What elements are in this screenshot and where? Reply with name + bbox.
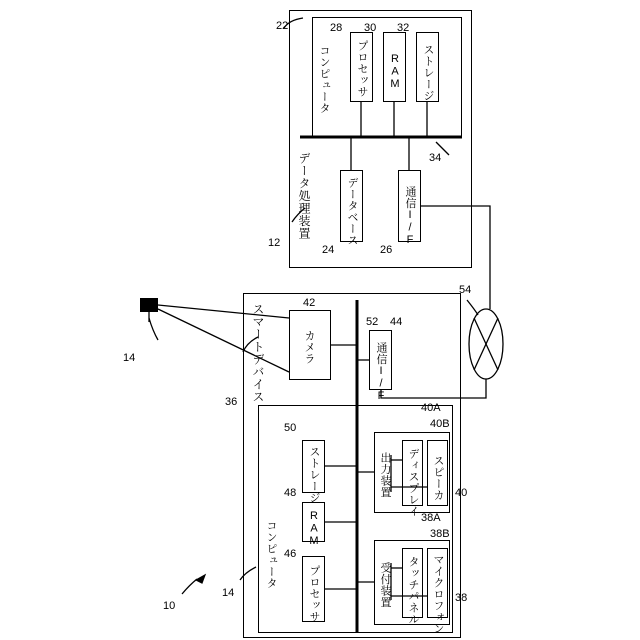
processor-top-label: プロセッサ: [356, 40, 368, 98]
output-device-label: 出力装置: [379, 452, 391, 498]
ref-50: 50: [284, 422, 297, 434]
ram-top-label: RAM: [389, 53, 401, 91]
ref-26: 26: [380, 244, 393, 256]
ref-14-subject: 14: [123, 352, 136, 364]
ref-46: 46: [284, 548, 297, 560]
processor-bottom-label: プロセッサ: [308, 565, 320, 623]
display-label: ディスプレイ: [407, 448, 419, 517]
ref-36: 36: [225, 396, 238, 408]
ref-28: 28: [330, 22, 343, 34]
ref-40A: 40A: [421, 402, 441, 414]
ref-42: 42: [303, 297, 316, 309]
ref-48: 48: [284, 487, 297, 499]
database-label: データベース: [346, 177, 358, 246]
computer-bottom-label: コンピュータ: [265, 520, 277, 589]
microphone-label: マイクロフォン: [432, 554, 444, 635]
ref-30: 30: [364, 22, 377, 34]
ref-38B: 38B: [430, 528, 450, 540]
storage-top-label: ストレージ: [422, 44, 434, 102]
ref-32: 32: [397, 22, 410, 34]
ref-40: 40: [455, 487, 468, 499]
subject-marker-box: [140, 298, 158, 312]
ref-34: 34: [429, 152, 442, 164]
ref-12: 12: [268, 237, 281, 249]
speaker-label: スピーカ: [432, 455, 444, 501]
smart-device-label: スマートデバイス: [251, 303, 265, 403]
computer-top-label: コンピュータ: [318, 45, 330, 114]
ref-54: 54: [459, 284, 472, 296]
ref-52: 52: [366, 316, 379, 328]
ref-40B: 40B: [430, 418, 450, 430]
storage-bottom-label: ストレージ: [308, 446, 320, 504]
reception-device-label: 受付装置: [379, 562, 391, 608]
ram-bottom-label: RAM: [308, 510, 320, 548]
ref-38: 38: [455, 592, 468, 604]
ref-22: 22: [276, 20, 289, 32]
ref-38A: 38A: [421, 512, 441, 524]
ref-44: 44: [390, 316, 403, 328]
camera-label: カメラ: [303, 330, 315, 365]
ref-24: 24: [322, 244, 335, 256]
ref-14-device: 14: [222, 587, 235, 599]
comm-if-top-label: 通信I/F: [404, 186, 416, 247]
comm-if-bottom-label: 通信I/F: [375, 342, 387, 403]
data-processing-apparatus-label: データ処理装置: [297, 152, 311, 240]
touch-panel-label: タッチパネル: [407, 556, 419, 625]
ref-10: 10: [163, 600, 176, 612]
